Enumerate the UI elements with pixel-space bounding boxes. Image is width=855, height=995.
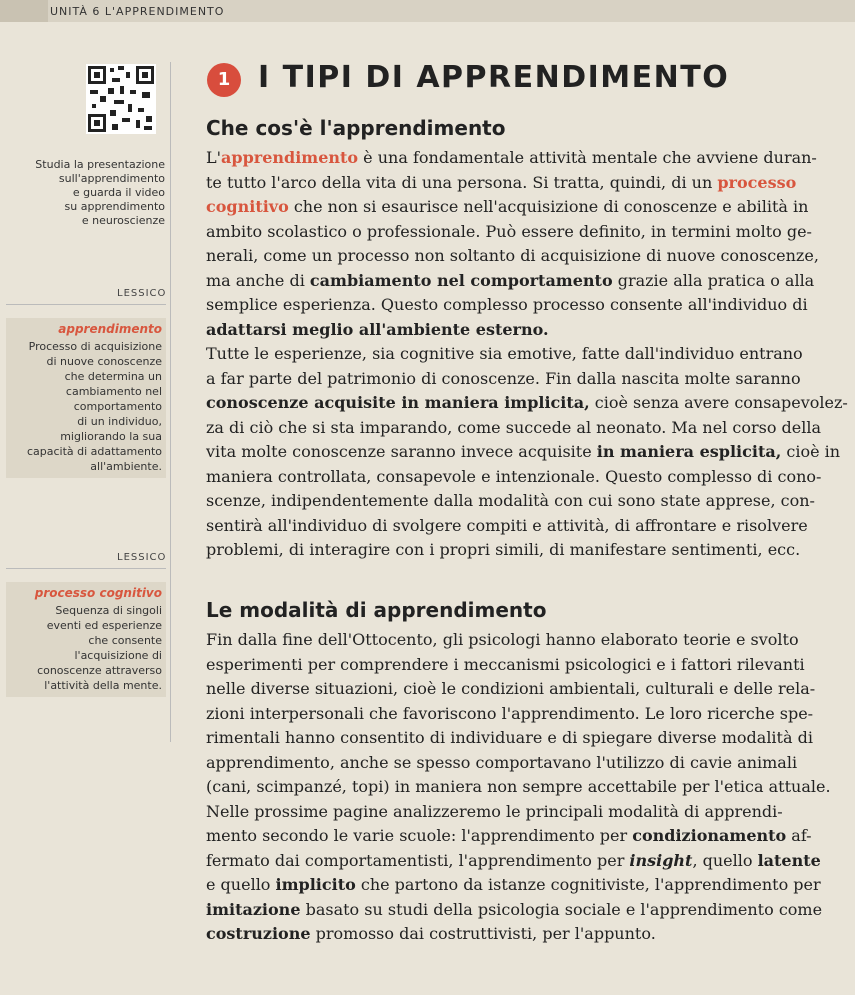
body-text-part1 [206,146,855,563]
text-line: ambito scolastico o professionale. Può essere definito, in termini molto ge- [206,221,812,241]
qr-code-icon[interactable] [86,64,156,134]
definition-line: che determina un [64,370,162,383]
definition-line: comportamento [73,400,162,413]
text-line: a far parte del patrimonio di conoscenze. Fin dalla nascita molte saranno [206,368,801,388]
glossary-term: apprendimento [58,322,162,336]
text-line: apprendimento, anche se spesso comportavano l'utilizzo di cavie animali [206,752,798,772]
text-line: zioni interpersonali che favoriscono l'apprendimento. Le loro ricerche spe- [206,703,814,723]
definition-line: di un individuo, [77,415,162,428]
lessico-label: LESSICO [117,552,167,563]
text-line: problemi, di interagire con i propri simili, di manifestare sentimenti, ecc. [206,540,801,559]
lessico-divider [6,568,166,569]
text-line: sentirà all'individuo di svolgere compiti e attività, di affrontare e risolvere [206,515,808,535]
body-text-part2 [206,628,855,947]
definition-line: cambiamento nel [65,385,162,398]
subheading-modalita: Le modalità di apprendimento [206,598,547,622]
definition-line: di nuove conoscenze [46,355,162,368]
text-line: mento secondo le varie scuole: l'apprendimento per condizionamento af- [206,826,812,845]
text-line: e quello implicito che partono da istanze cognitiviste, l'apprendimento per [206,875,821,894]
side-note-line: su apprendimento [64,200,165,213]
glossary-term: processo cognitivo [34,586,162,600]
glossary-box-apprendimento [6,318,166,478]
definition-line: Sequenza di singoli [55,604,162,617]
text-line: za di ciò che si sta imparando, come succede al neonato. Ma nel corso della [206,417,822,437]
definition-line: conoscenze attraverso [37,664,162,677]
text-line: ma anche di cambiamento nel comportamento grazie alla pratica o alla [206,270,815,290]
side-note [35,158,165,228]
glossary-box-processo-cognitivo [6,582,166,697]
sidebar-divider [170,62,171,742]
text-line: (cani, scimpanzé, topi) in maniera non sempre accettabile per l'etica attuale. [206,777,831,796]
definition-line: eventi ed esperienze [46,619,162,632]
definition-line: capacità di adattamento [26,445,162,458]
text-line: cognitivo che non si esaurisce nell'acquisizione di conoscenze e abilità in [206,197,809,216]
side-note-line: Studia la presentazione [35,158,165,171]
side-note-line: e guarda il video [72,186,165,199]
definition-line: l'acquisizione di [74,649,162,662]
text-line: maniera controllata, consapevole e intenzionale. Questo complesso di cono- [206,466,822,486]
text-line: imitazione basato su studi della psicologia sociale e l'apprendimento come [206,899,823,919]
text-line: adattarsi meglio all'ambiente esterno. [206,319,549,339]
definition-line: Processo di acquisizione [28,340,162,353]
text-line: conoscenze acquisite in maniera implicita, cioè senza avere consapevolez- [206,393,848,412]
unit-label: UNITÀ 6 L'APPRENDIMENTO [50,5,225,18]
text-line: costruzione promosso dai costruttivisti, per l'appunto. [206,924,656,943]
text-line: vita molte conoscenze saranno invece acquisite in maniera esplicita, cioè in [206,442,841,461]
text-line: nerali, come un processo non soltanto di acquisizione di nuove conoscenze, [206,246,819,265]
definition-line: l'attività della mente. [44,679,162,692]
lessico-divider [6,304,166,305]
text-line: Nelle prossime pagine analizzeremo le principali modalità di apprendi- [206,801,783,821]
lessico-label: LESSICO [117,288,167,299]
header-accent [0,0,48,22]
section-title: I TIPI DI APPRENDIMENTO [258,60,730,95]
glossary-definition [6,603,162,693]
text-line: nelle diverse situazioni, cioè le condizioni ambientali, culturali e delle rela- [206,679,816,698]
definition-line: migliorando la sua [60,430,162,443]
side-note-line: sull'apprendimento [58,172,165,185]
definition-line: all'ambiente. [90,460,162,473]
side-note-line: e neuroscienze [81,214,165,227]
text-line: Tutte le esperienze, sia cognitive sia emotive, fatte dall'individuo entrano [206,344,803,363]
section-number-badge: 1 [207,63,241,97]
subheading-che-cos-e: Che cos'è l'apprendimento [206,116,506,140]
text-line: scenze, indipendentemente dalla modalità con cui sono state apprese, con- [206,491,815,510]
text-line: fermato dai comportamentisti, l'apprendimento per insight, quello latente [206,850,821,870]
definition-line: che consente [88,634,162,647]
text-line: te tutto l'arco della vita di una persona. Si tratta, quindi, di un processo [206,172,797,192]
text-line: semplice esperienza. Questo complesso processo consente all'individuo di [206,295,808,314]
text-line: L'apprendimento è una fondamentale attività mentale che avviene duran- [206,148,817,167]
glossary-definition [6,339,162,474]
text-line: esperimenti per comprendere i meccanismi psicologici e i fattori rilevanti [206,654,805,674]
text-line: rimentali hanno consentito di individuare e di spiegare diverse modalità di [206,728,813,747]
text-line: Fin dalla fine dell'Ottocento, gli psicologi hanno elaborato teorie e svolto [206,630,799,649]
